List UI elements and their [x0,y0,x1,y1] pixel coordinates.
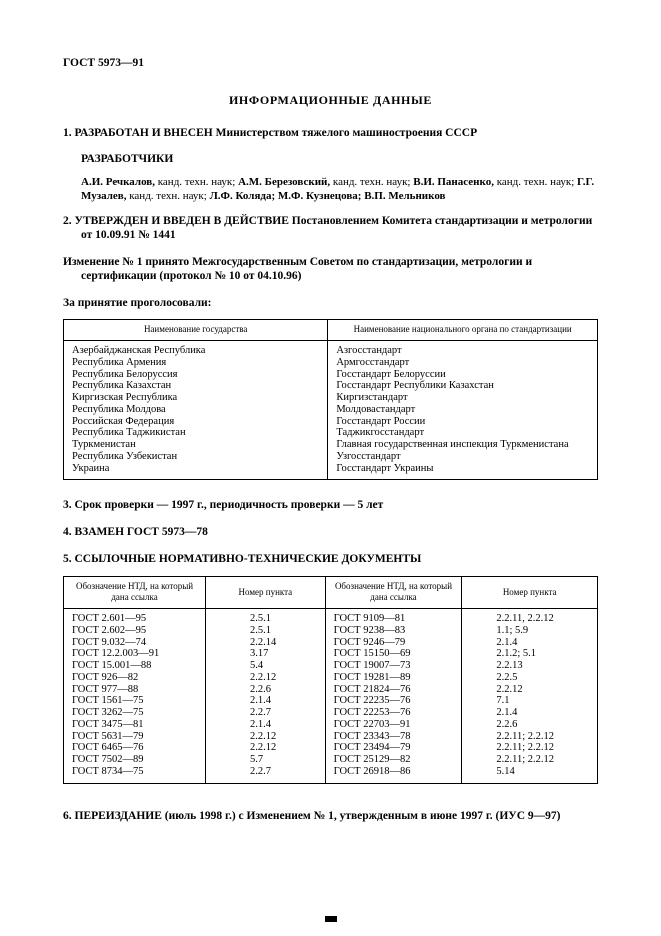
clause-number-cell: 2.2.11; 2.2.12 [462,731,598,743]
refs-col-header-ntd-1: Обозначение НТД, на который дана ссылка [64,576,206,608]
ntd-ref-cell: ГОСТ 7502—89 [64,754,206,766]
voting-header-row [64,320,598,341]
clause-number-cell: 2.2.13 [462,660,598,672]
clause-number-cell: 7.1 [462,695,598,707]
voting-table-row [64,369,598,381]
developer-degree: канд. техн. наук; [330,175,414,188]
voting-table-row [64,427,598,439]
doc-code: ГОСТ 5973—91 [63,57,144,69]
ntd-ref-cell: ГОСТ 12.2.003—91 [64,648,206,660]
clause-number-cell: 2.2.5 [462,672,598,684]
developer-name: А.И. Речкалов, [81,175,155,188]
ntd-ref-cell: ГОСТ 22703—91 [325,719,462,731]
org-cell: Киргизстандарт [328,392,598,404]
refs-col-header-clause-2: Номер пункта [462,576,598,608]
voting-col-header-org: Наименование национального органа по стандартизации [328,320,598,341]
clause-number-cell: 5.4 [206,660,326,672]
references-table-row [64,766,598,783]
clause-number-cell: 2.1.4 [462,637,598,649]
references-table-row [64,754,598,766]
ntd-ref-cell: ГОСТ 26918—86 [325,766,462,783]
ntd-ref-cell: ГОСТ 15150—69 [325,648,462,660]
ntd-ref-cell: ГОСТ 23343—78 [325,731,462,743]
references-table-row [64,609,598,625]
state-cell: Республика Армения [64,357,328,369]
ntd-ref-cell: ГОСТ 9109—81 [325,609,462,625]
voting-table [63,319,598,480]
org-cell: Госстандарт России [328,416,598,428]
state-cell: Республика Белоруссия [64,369,328,381]
clause-number-cell: 2.2.6 [462,719,598,731]
references-table-row [64,742,598,754]
org-cell: Азгосстандарт [328,341,598,357]
clause-number-cell: 2.2.12 [462,684,598,696]
page-content [63,57,598,823]
ntd-ref-cell: ГОСТ 3475—81 [64,719,206,731]
state-cell: Российская Федерация [64,416,328,428]
state-cell: Республика Узбекистан [64,451,328,463]
ntd-ref-cell: ГОСТ 23494—79 [325,742,462,754]
clause-number-cell: 2.5.1 [206,625,326,637]
clause-number-cell: 2.2.14 [206,637,326,649]
references-header-row [64,576,598,608]
ntd-ref-cell: ГОСТ 1561—75 [64,695,206,707]
ntd-ref-cell: ГОСТ 2.602—95 [64,625,206,637]
page-title: ИНФОРМАЦИОННЫЕ ДАННЫЕ [229,93,432,107]
ntd-ref-cell: ГОСТ 19281—89 [325,672,462,684]
references-table-row [64,731,598,743]
voting-col-header-state: Наименование государства [64,320,328,341]
references-table-row [64,660,598,672]
developer-degree: канд. техн. наук; [126,190,210,203]
clause-number-cell: 2.1.2; 5.1 [462,648,598,660]
ntd-ref-cell: ГОСТ 9.032—74 [64,637,206,649]
ntd-ref-cell: ГОСТ 8734—75 [64,766,206,783]
developer-name: А.М. Березовский, [238,175,331,188]
state-cell: Республика Молдова [64,404,328,416]
ntd-ref-cell: ГОСТ 22253—76 [325,707,462,719]
developer-degree: канд. техн. наук; [493,175,578,188]
clause-number-cell: 2.2.11; 2.2.12 [462,754,598,766]
clause-number-cell: 5.14 [462,766,598,783]
voting-table-body [64,341,598,480]
state-cell: Туркменистан [64,439,328,451]
developer-names: Л.Ф. Коляда; М.Ф. Кузнецова; В.П. Мельников [209,190,446,203]
clause-number-cell: 2.2.11; 2.2.12 [462,742,598,754]
clause-number-cell: 2.2.12 [206,742,326,754]
clause-number-cell: 2.1.4 [462,707,598,719]
references-table-row [64,707,598,719]
developer-name: Г.Г. Музалев, [81,175,595,203]
state-cell: Украина [64,463,328,480]
section-3-check-period: 3. Срок проверки — 1997 г., периодичность проверки — 5 лет [63,499,384,512]
voting-table-row [64,392,598,404]
state-cell: Республика Таджикистан [64,427,328,439]
voting-table-row [64,451,598,463]
references-table-row [64,637,598,649]
clause-number-cell: 2.5.1 [206,609,326,625]
clause-number-cell: 2.2.7 [206,766,326,783]
section-5-references-heading: 5. ССЫЛОЧНЫЕ НОРМАТИВНО-ТЕХНИЧЕСКИЕ ДОКУМЕНТЫ [63,552,422,565]
ntd-ref-cell: ГОСТ 6465—76 [64,742,206,754]
org-cell: Госстандарт Республики Казахстан [328,380,598,392]
clause-number-cell: 2.2.6 [206,684,326,696]
ntd-ref-cell: ГОСТ 22235—76 [325,695,462,707]
org-cell: Армгосстандарт [328,357,598,369]
references-table-row [64,684,598,696]
state-cell: Республика Казахстан [64,380,328,392]
references-table-row [64,648,598,660]
clause-number-cell: 2.1.4 [206,719,326,731]
voting-table-row [64,416,598,428]
clause-number-cell: 2.2.7 [206,707,326,719]
voting-table-row [64,380,598,392]
voting-table-row [64,404,598,416]
clause-number-cell: 3.17 [206,648,326,660]
voting-table-row [64,357,598,369]
print-registration-mark [325,916,337,922]
org-cell: Госстандарт Белоруссии [328,369,598,381]
section-1-developed-by: 1. РАЗРАБОТАН И ВНЕСЕН Министерством тяжелого машиностроения СССР [63,127,478,139]
clause-number-cell: 2.2.11, 2.2.12 [462,609,598,625]
ntd-ref-cell: ГОСТ 25129—82 [325,754,462,766]
org-cell: Госстандарт Украины [328,463,598,480]
voting-table-row [64,341,598,357]
developers-heading: РАЗРАБОТЧИКИ [81,152,174,165]
clause-number-cell: 2.2.12 [206,672,326,684]
section-4-replaces: 4. ВЗАМЕН ГОСТ 5973—78 [63,526,208,539]
developer-degree: канд. техн. наук; [155,175,239,188]
references-table-row [64,625,598,637]
clause-number-cell: 5.7 [206,754,326,766]
ntd-ref-cell: ГОСТ 19007—73 [325,660,462,672]
ntd-ref-cell: ГОСТ 2.601—95 [64,609,206,625]
references-table-body [64,609,598,784]
references-table-row [64,672,598,684]
ntd-ref-cell: ГОСТ 9246—79 [325,637,462,649]
references-table [63,576,598,784]
section-6-reissue: 6. ПЕРЕИЗДАНИЕ (июль 1998 г.) с Изменением № 1, утвержденным в июне 1997 г. (ИУС 9—97) [63,809,561,822]
ntd-ref-cell: ГОСТ 9238—83 [325,625,462,637]
clause-number-cell: 2.1.4 [206,695,326,707]
refs-col-header-ntd-2: Обозначение НТД, на который дана ссылка [325,576,462,608]
org-cell: Таджикгосстандарт [328,427,598,439]
ntd-ref-cell: ГОСТ 977—88 [64,684,206,696]
org-cell: Молдовастандарт [328,404,598,416]
org-cell: Узгосстандарт [328,451,598,463]
state-cell: Киргизская Республика [64,392,328,404]
org-cell: Главная государственная инспекция Туркменистана [328,439,598,451]
voting-table-row [64,463,598,480]
voting-lead: За принятие проголосовали: [63,296,212,309]
ntd-ref-cell: ГОСТ 5631—79 [64,731,206,743]
voting-table-row [64,439,598,451]
ntd-ref-cell: ГОСТ 21824—76 [325,684,462,696]
state-cell: Азербайджанская Республика [64,341,328,357]
amendment-note: Изменение № 1 принято Межгосударственным Советом по стандартизации, метрологии и сертификации (протокол № 10 от 04.10.96) [63,255,533,282]
references-table-row [64,695,598,707]
references-table-row [64,719,598,731]
refs-col-header-clause-1: Номер пункта [206,576,326,608]
clause-number-cell: 2.2.12 [206,731,326,743]
ntd-ref-cell: ГОСТ 15.001—88 [64,660,206,672]
clause-number-cell: 1.1; 5.9 [462,625,598,637]
ntd-ref-cell: ГОСТ 3262—75 [64,707,206,719]
developers-list [81,175,598,204]
section-2-approved: 2. УТВЕРЖДЕН И ВВЕДЕН В ДЕЙСТВИЕ Постановлением Комитета стандартизации и метрологии от 10.09.91 № 1441 [63,215,593,242]
developer-name: В.И. Панасенко, [413,175,494,188]
ntd-ref-cell: ГОСТ 926—82 [64,672,206,684]
